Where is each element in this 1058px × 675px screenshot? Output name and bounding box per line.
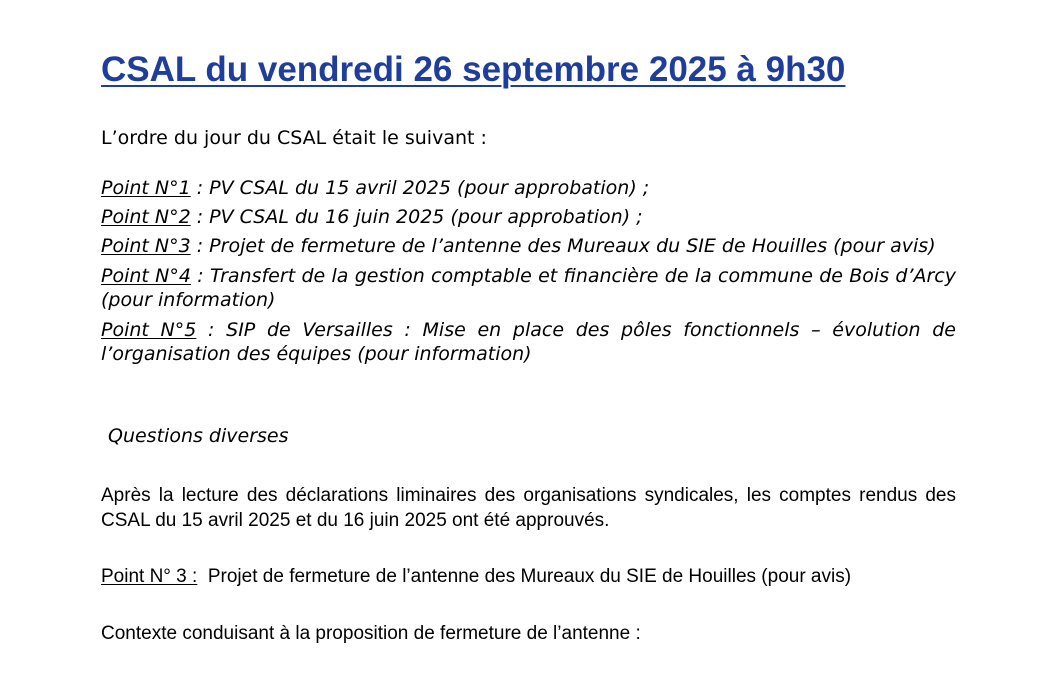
agenda-item-2 bbox=[101, 205, 956, 229]
agenda-item-label: Point N°3 bbox=[101, 235, 191, 257]
agenda-item-label: Point N°4 bbox=[101, 265, 191, 287]
point3-label: Point N° 3 : bbox=[101, 566, 198, 587]
agenda-list bbox=[101, 176, 956, 371]
agenda-item-text: : PV CSAL du 15 avril 2025 (pour approbation) ; bbox=[190, 177, 650, 199]
agenda-item-label: Point N°5 bbox=[101, 319, 197, 341]
agenda-item-label: Point N°2 bbox=[101, 206, 191, 228]
agenda-item-label: Point N°1 bbox=[101, 177, 191, 199]
point3-heading bbox=[101, 565, 851, 589]
intro-text: L’ordre du jour du CSAL était le suivant : bbox=[101, 127, 487, 149]
agenda-item-3 bbox=[101, 234, 956, 258]
approval-paragraph: Après la lecture des déclarations liminaires des organisations syndicales, les comptes rendus des CSAL du 15 avril 2025 et du 16 juin 2025 ont été approuvés. bbox=[101, 485, 956, 531]
agenda-item-1 bbox=[101, 176, 956, 200]
page-title: CSAL du vendredi 26 septembre 2025 à 9h30 bbox=[101, 50, 846, 89]
point3-text: Projet de fermeture de l’antenne des Mureaux du SIE de Houilles (pour avis) bbox=[197, 566, 852, 587]
agenda-item-4 bbox=[101, 264, 956, 312]
agenda-item-text: : Transfert de la gestion comptable et financière de la commune de Bois d’Arcy (pour information) bbox=[101, 265, 957, 311]
context-text: Contexte conduisant à la proposition de fermeture de l’antenne : bbox=[101, 623, 641, 644]
agenda-item-text: : PV CSAL du 16 juin 2025 (pour approbation) ; bbox=[190, 206, 643, 228]
questions-diverses: Questions diverses bbox=[108, 425, 289, 447]
agenda-item-5 bbox=[101, 318, 956, 366]
agenda-item-text: : SIP de Versailles : Mise en place des pôles fonctionnels – évolution de l’organisation des équipes (pour information) bbox=[101, 319, 956, 365]
agenda-item-text: : Projet de fermeture de l’antenne des Mureaux du SIE de Houilles (pour avis) bbox=[190, 235, 936, 257]
